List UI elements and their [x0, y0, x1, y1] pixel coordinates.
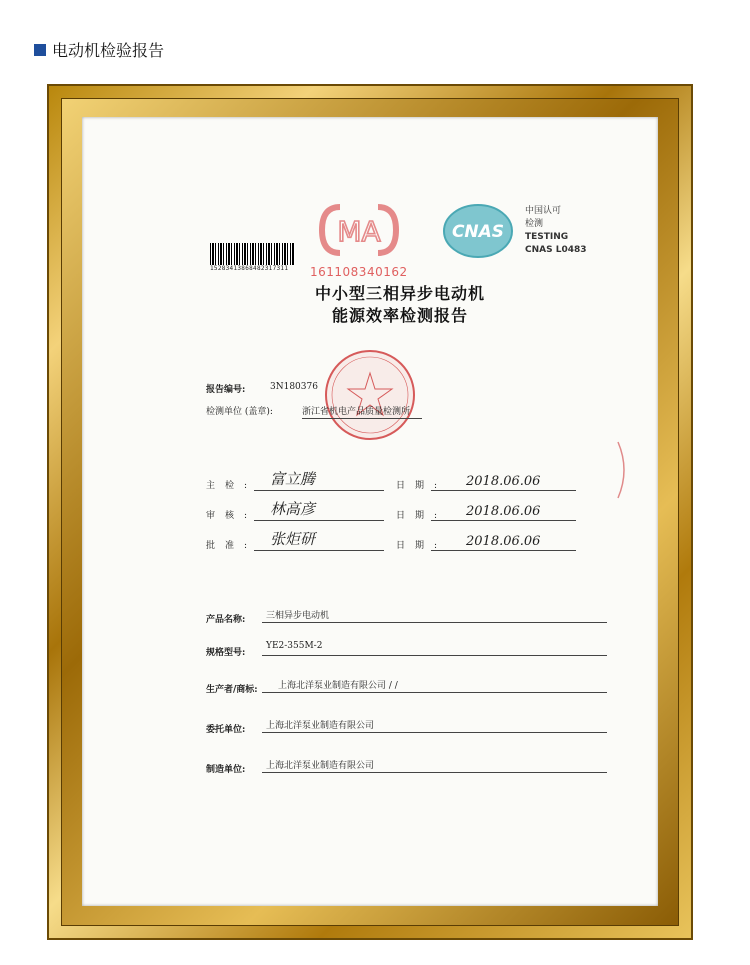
testing-unit-label: 检测单位 (盖章):	[206, 407, 273, 417]
date-label: 日期:	[396, 511, 448, 521]
report-title-line-2: 能源效率检测报告	[331, 306, 468, 325]
product-name-row	[206, 608, 606, 628]
manufacturing-unit-row	[206, 758, 606, 778]
field-value: 上海北洋泵业制造有限公司	[266, 761, 375, 771]
handwritten-signature: 张炬研	[270, 530, 316, 548]
field-value: 三相异步电动机	[266, 611, 330, 621]
partial-seal-edge	[616, 440, 630, 500]
model-spec-row	[206, 641, 606, 661]
field-label: 制造单位:	[206, 765, 246, 775]
handwritten-signature: 富立腾	[270, 470, 316, 488]
testing-unit-value: 浙江省机电产品质量检测所	[302, 404, 422, 419]
signature-line	[254, 550, 384, 551]
date-label: 日期:	[396, 541, 448, 551]
field-value: YE2-355M-2	[266, 641, 323, 651]
field-underline	[262, 655, 607, 656]
field-value: 上海北洋泵业制造有限公司 / /	[278, 681, 398, 691]
signature-row-reviewer	[206, 502, 586, 522]
cnas-line-4: CNAS L0483	[525, 245, 587, 255]
date-line	[431, 490, 576, 491]
report-number-value: 3N180376	[270, 382, 318, 392]
field-label: 产品名称:	[206, 615, 246, 625]
section-title: 电动机检验报告	[52, 41, 165, 60]
official-red-seal	[310, 345, 430, 445]
barcode	[210, 243, 295, 265]
cnas-logo	[438, 201, 518, 261]
signature-line	[254, 520, 384, 521]
cnas-line-1: 中国认可	[525, 206, 562, 216]
field-underline	[262, 692, 607, 693]
date-line	[431, 550, 576, 551]
report-number-label: 报告编号:	[206, 385, 246, 395]
barcode-number: 15283413868482317311	[210, 265, 289, 272]
field-underline	[262, 622, 607, 623]
field-value: 上海北洋泵业制造有限公司	[266, 721, 375, 731]
date-line	[431, 520, 576, 521]
client-unit-row	[206, 718, 606, 738]
handwritten-signature: 林高彦	[270, 500, 316, 518]
handwritten-date: 2018.06.06	[466, 474, 541, 489]
handwritten-date: 2018.06.06	[466, 534, 541, 549]
cma-number: 161108340162	[310, 265, 408, 279]
field-label: 规格型号:	[206, 648, 246, 658]
section-header	[34, 38, 164, 61]
cma-stamp-logo	[318, 201, 400, 259]
cnas-line-2: 检测	[525, 219, 544, 229]
signature-label: 批准:	[206, 541, 258, 551]
date-label: 日期:	[396, 481, 448, 491]
square-bullet-icon	[34, 44, 46, 56]
field-label: 委托单位:	[206, 725, 246, 735]
field-label: 生产者/商标:	[206, 685, 258, 695]
certificate-document	[170, 185, 630, 825]
signature-row-chief-inspector	[206, 472, 586, 492]
svg-text:CNAS: CNAS	[451, 222, 505, 242]
manufacturer-brand-row	[206, 678, 606, 698]
field-underline	[262, 732, 607, 733]
handwritten-date: 2018.06.06	[466, 504, 541, 519]
svg-text:MA: MA	[337, 215, 381, 248]
cnas-line-3: TESTING	[525, 232, 569, 242]
cnas-caption	[525, 205, 587, 257]
report-title-line-1: 中小型三相异步电动机	[314, 284, 485, 303]
field-underline	[262, 772, 607, 773]
signature-label: 审核:	[206, 511, 258, 521]
signature-row-approver	[206, 532, 586, 552]
signature-line	[254, 490, 384, 491]
signature-label: 主检:	[206, 481, 258, 491]
